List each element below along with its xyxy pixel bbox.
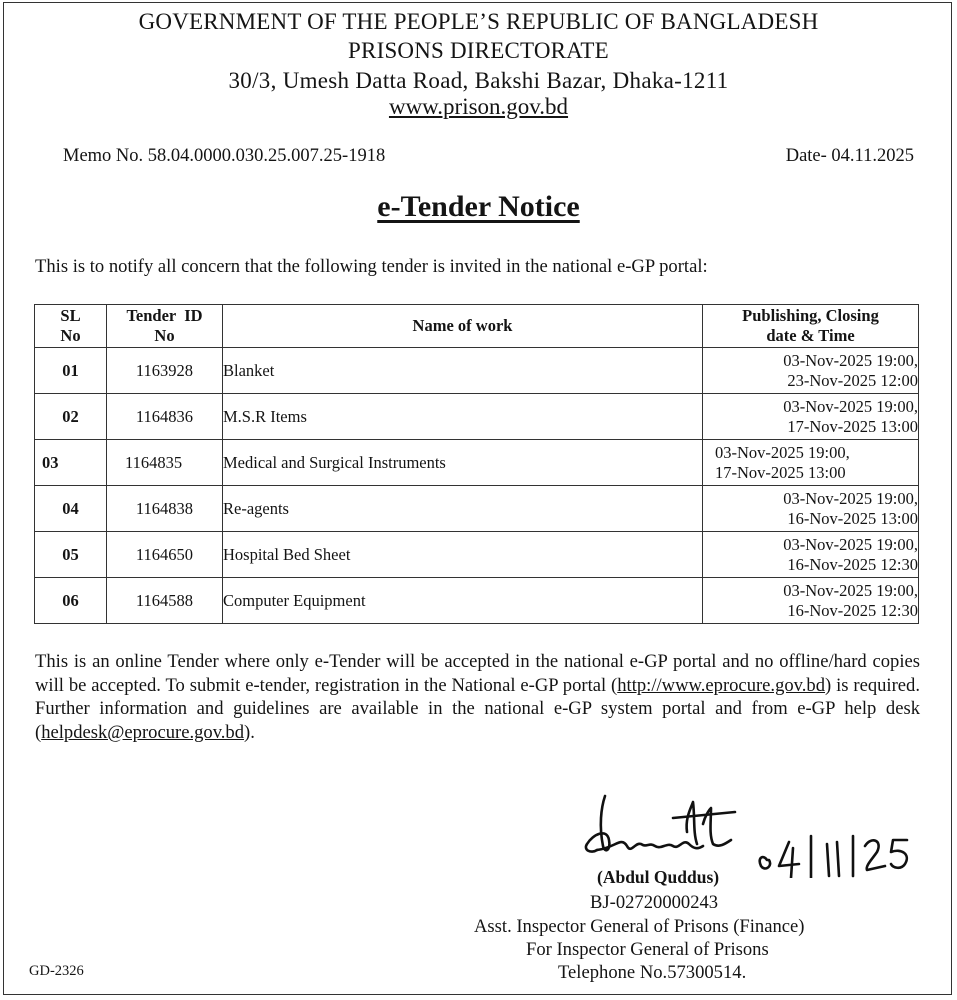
handwritten-signature: [575, 788, 915, 878]
paragraph-part3: ).: [244, 721, 255, 743]
handwritten-date-2: [865, 840, 885, 870]
row-dates: [703, 532, 919, 578]
signatory-id: BJ-02720000243: [590, 892, 719, 913]
row-closing: 23-Nov-2025 12:00: [787, 370, 918, 390]
row-sl: 01: [35, 348, 107, 394]
table-row: [35, 440, 919, 486]
table-row: [35, 394, 919, 440]
signature-scrawl: [586, 796, 609, 852]
table-row: [35, 348, 919, 394]
notice-title: [0, 190, 957, 224]
row-publishing: 03-Nov-2025 19:00,: [783, 396, 918, 416]
row-closing: 17-Nov-2025 13:00: [715, 462, 846, 482]
paragraph-part2: ) is required. Further information and guidelines are available in the national e-GP system portal and from e-GP help desk (: [35, 674, 920, 743]
row-name-of-work: Computer Equipment: [223, 578, 703, 624]
row-name-of-work: Re-agents: [223, 486, 703, 532]
row-sl: 06: [35, 578, 107, 624]
header-sl-line2: No: [60, 326, 81, 345]
row-closing: 16-Nov-2025 12:30: [787, 600, 918, 620]
handwritten-date-5: [891, 840, 907, 868]
row-tender-id: 1164588: [107, 578, 223, 624]
row-publishing: 03-Nov-2025 19:00,: [783, 488, 918, 508]
signatory-name: (Abdul Quddus): [597, 867, 720, 887]
row-name-of-work: Medical and Surgical Instruments: [223, 440, 703, 486]
row-dates: [703, 486, 919, 532]
row-closing: 16-Nov-2025 12:30: [787, 554, 918, 574]
eprocure-portal-link[interactable]: http://www.eprocure.gov.bd: [617, 674, 826, 696]
header-dates: [703, 305, 919, 348]
signature-scrawl-2: [597, 842, 703, 850]
header-sl: [35, 305, 107, 348]
header-sl-line1: SL: [60, 306, 81, 325]
signatory-for-line: For Inspector General of Prisons: [526, 939, 769, 960]
table-row: [35, 486, 919, 532]
row-tender-id: 1163928: [107, 348, 223, 394]
memo-number: Memo No. 58.04.0000.030.25.007.25-1918: [63, 146, 386, 166]
row-tender-id: 1164650: [107, 532, 223, 578]
notice-title-text: e-Tender Notice: [377, 190, 580, 223]
header-address: 30/3, Umesh Datta Road, Bakshi Bazar, Dhaka-1211: [228, 68, 729, 93]
instructions-paragraph: [35, 650, 920, 744]
row-sl: 05: [35, 532, 107, 578]
row-sl: 04: [35, 486, 107, 532]
handwritten-date-4: [779, 842, 799, 878]
row-publishing: 03-Nov-2025 19:00,: [783, 350, 918, 370]
helpdesk-email-link[interactable]: helpdesk@eprocure.gov.bd: [41, 721, 245, 743]
row-publishing: 03-Nov-2025 19:00,: [783, 580, 918, 600]
intro-text: This is to notify all concern that the following tender is invited in the national e-GP portal:: [35, 256, 708, 277]
header-website: [0, 94, 957, 120]
row-name-of-work: Blanket: [223, 348, 703, 394]
row-name-of-work: Hospital Bed Sheet: [223, 532, 703, 578]
header-name-of-work: Name of work: [223, 305, 703, 348]
header-tender-id: [107, 305, 223, 348]
row-dates: [703, 440, 919, 486]
signature-svg: [575, 788, 915, 878]
row-closing: 17-Nov-2025 13:00: [787, 416, 918, 436]
signatory-designation: Asst. Inspector General of Prisons (Finance): [474, 916, 805, 937]
row-dates: [703, 578, 919, 624]
row-dates: [703, 394, 919, 440]
row-closing: 16-Nov-2025 13:00: [787, 508, 918, 528]
tender-table: [34, 304, 919, 624]
paragraph-part1: This is an online Tender where only e-Tender will be accepted in the national e-GP portal and no offline/hard copies will be accepted. To submit e-tender, registration in the National e-GP portal (: [35, 651, 920, 696]
row-sl: 02: [35, 394, 107, 440]
row-name-of-work: M.S.R Items: [223, 394, 703, 440]
row-tender-id: 1164838: [107, 486, 223, 532]
row-publishing: 03-Nov-2025 19:00,: [783, 534, 918, 554]
row-sl: 03: [35, 440, 107, 486]
handwritten-date-1a: [827, 842, 839, 876]
header-government: GOVERNMENT OF THE PEOPLE’S REPUBLIC OF BANGLADESH: [138, 9, 819, 34]
row-tender-id: 1164836: [107, 394, 223, 440]
table-row: [35, 532, 919, 578]
signatory-telephone: Telephone No.57300514.: [558, 962, 747, 983]
footer-code: GD-2326: [29, 963, 84, 979]
table-header-row: [35, 305, 919, 348]
handwritten-date-0: [760, 857, 770, 868]
table-row: [35, 578, 919, 624]
website-link[interactable]: www.prison.gov.bd: [388, 94, 569, 119]
header-id-line1: Tender ID: [126, 306, 203, 325]
row-publishing: 03-Nov-2025 19:00,: [715, 442, 850, 462]
row-tender-id: 1164835: [107, 440, 223, 486]
header-directorate: PRISONS DIRECTORATE: [348, 38, 609, 63]
header-id-line2: No: [154, 326, 175, 345]
header-date-line2: date & Time: [766, 326, 855, 345]
notice-date: Date- 04.11.2025: [785, 146, 914, 166]
row-dates: [703, 348, 919, 394]
signature-scrawl-3: [687, 802, 731, 846]
header-date-line1: Publishing, Closing: [742, 306, 879, 325]
